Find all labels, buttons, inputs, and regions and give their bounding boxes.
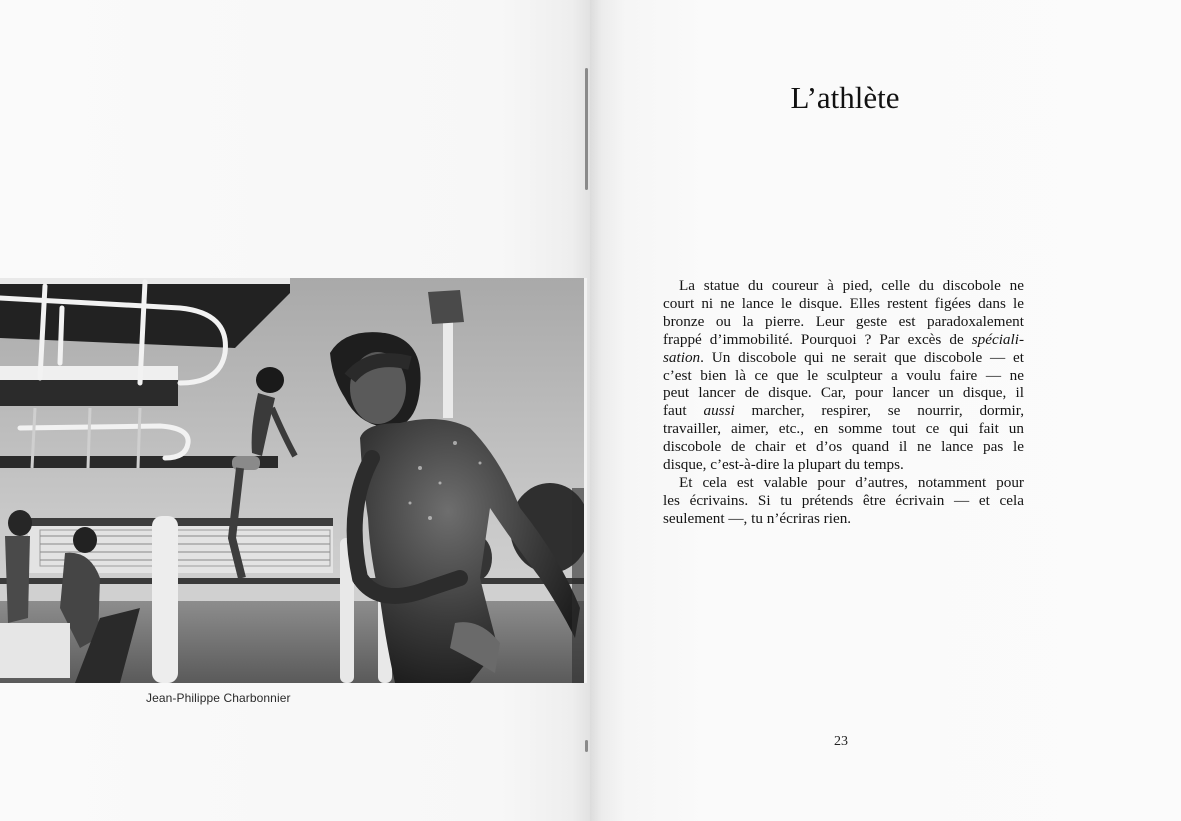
text-line: court ni ne lance le disque. Elles restent figées dans le: [663, 294, 1024, 312]
text-line: [663, 331, 1024, 349]
text-line: [663, 349, 1024, 367]
text-line: seulement —, tu n’écriras rien.: [663, 509, 852, 527]
text-line: discobole de chair et d’os quand il ne lance pas le: [663, 438, 1024, 456]
text-line: les écrivains. Si tu prétends être écrivain — et cela: [663, 491, 1024, 509]
italic-fragment: sation: [663, 348, 701, 366]
text-fragment: . Un discobole qui ne serait que discobole — et: [700, 348, 1024, 366]
text-line: peut lancer de disque. Car, pour lancer un disque, il: [663, 384, 1024, 402]
text-line: disque, c’est-à-dire la plupart du temps.: [663, 456, 904, 474]
text-line: bronze ou la pierre. Leur geste est paradoxalement: [663, 312, 1024, 330]
text-fragment: frappé d’immobilité. Pourquoi ? Par excès de: [663, 330, 972, 348]
text-fragment: marcher, respirer, se nourrir, dormir,: [734, 402, 1024, 420]
text-line: Et cela est valable pour d’autres, notamment pour: [679, 473, 1024, 491]
italic-fragment: aussi: [703, 402, 735, 420]
binding-mark: [585, 740, 588, 752]
chapter-title: L’athlète: [790, 80, 900, 115]
italic-fragment: spéciali-: [971, 330, 1024, 348]
body-text: [663, 277, 1024, 528]
text-fragment: faut: [663, 402, 704, 420]
binding-mark: [585, 68, 588, 190]
paragraph-2: [663, 474, 1024, 528]
photograph: [0, 278, 587, 683]
pool-photo-illustration: [0, 278, 587, 683]
left-page: [0, 0, 590, 821]
text-line: travailler, aimer, etc., en somme tout ce qui fait un: [663, 420, 1024, 438]
text-line: La statue du coureur à pied, celle du discobole ne: [679, 277, 1024, 294]
paragraph-1: [663, 277, 1024, 474]
photo-credit: Jean-Philippe Charbonnier: [146, 691, 291, 705]
text-line: [663, 402, 1024, 420]
text-line: c’est bien là ce que le sculpteur a voulu faire — ne: [663, 366, 1024, 384]
page-number: 23: [834, 734, 848, 749]
